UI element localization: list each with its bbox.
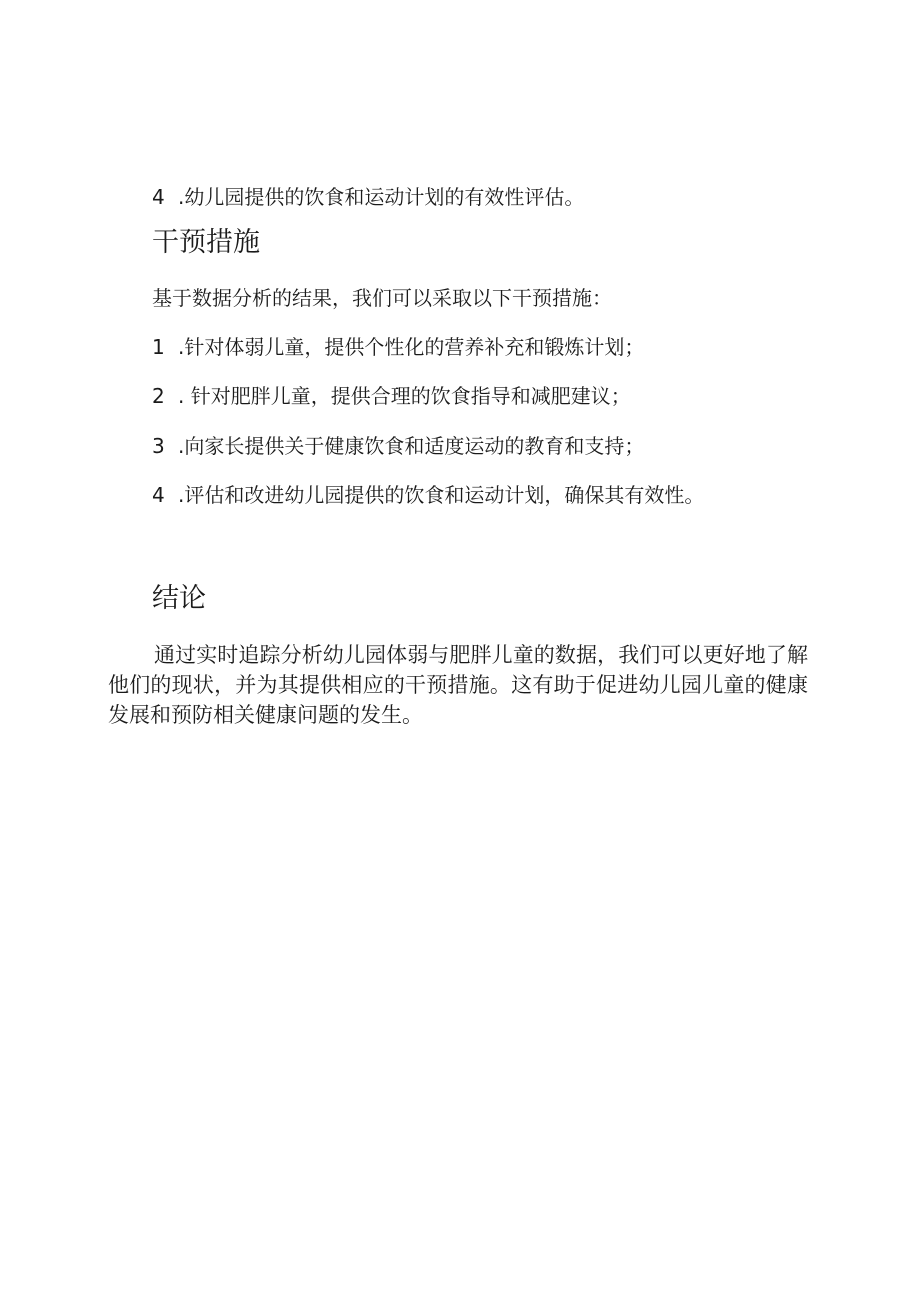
list-item-number: 2 — [152, 384, 165, 408]
list-item-text: .针对体弱儿童，提供个性化的营养补充和锻炼计划； — [178, 335, 645, 359]
list-item-text: .幼儿园提供的饮食和运动计划的有效性评估。 — [178, 185, 585, 209]
conclusion-paragraph: 通过实时追踪分析幼儿园体弱与肥胖儿童的数据，我们可以更好地了解他们的现状，并为其提供相应的干预措施。这有助于促进幼儿园儿童的健康发展和预防相关健康问题的发生。 — [108, 643, 808, 727]
list-item-text: .评估和改进幼儿园提供的饮食和运动计划，确保其有效性。 — [178, 483, 705, 507]
list-item-number: 1 — [152, 335, 165, 359]
list-item-text: .向家长提供关于健康饮食和适度运动的教育和支持； — [178, 434, 645, 458]
list-item-number: 4 — [152, 483, 165, 507]
list-item — [152, 432, 644, 460]
section-heading-intervention: 干预措施 — [152, 227, 260, 258]
list-item — [152, 183, 584, 211]
list-item-number: 3 — [152, 434, 165, 458]
list-item-number: 4 — [152, 185, 165, 209]
section-heading-conclusion: 结论 — [152, 583, 206, 614]
list-item — [152, 481, 704, 509]
list-item-text: . 针对肥胖儿童，提供合理的饮食指导和减肥建议； — [178, 384, 631, 408]
intervention-intro: 基于数据分析的结果，我们可以采取以下干预措施： — [152, 286, 612, 310]
list-item — [152, 382, 631, 410]
list-item — [152, 333, 644, 361]
